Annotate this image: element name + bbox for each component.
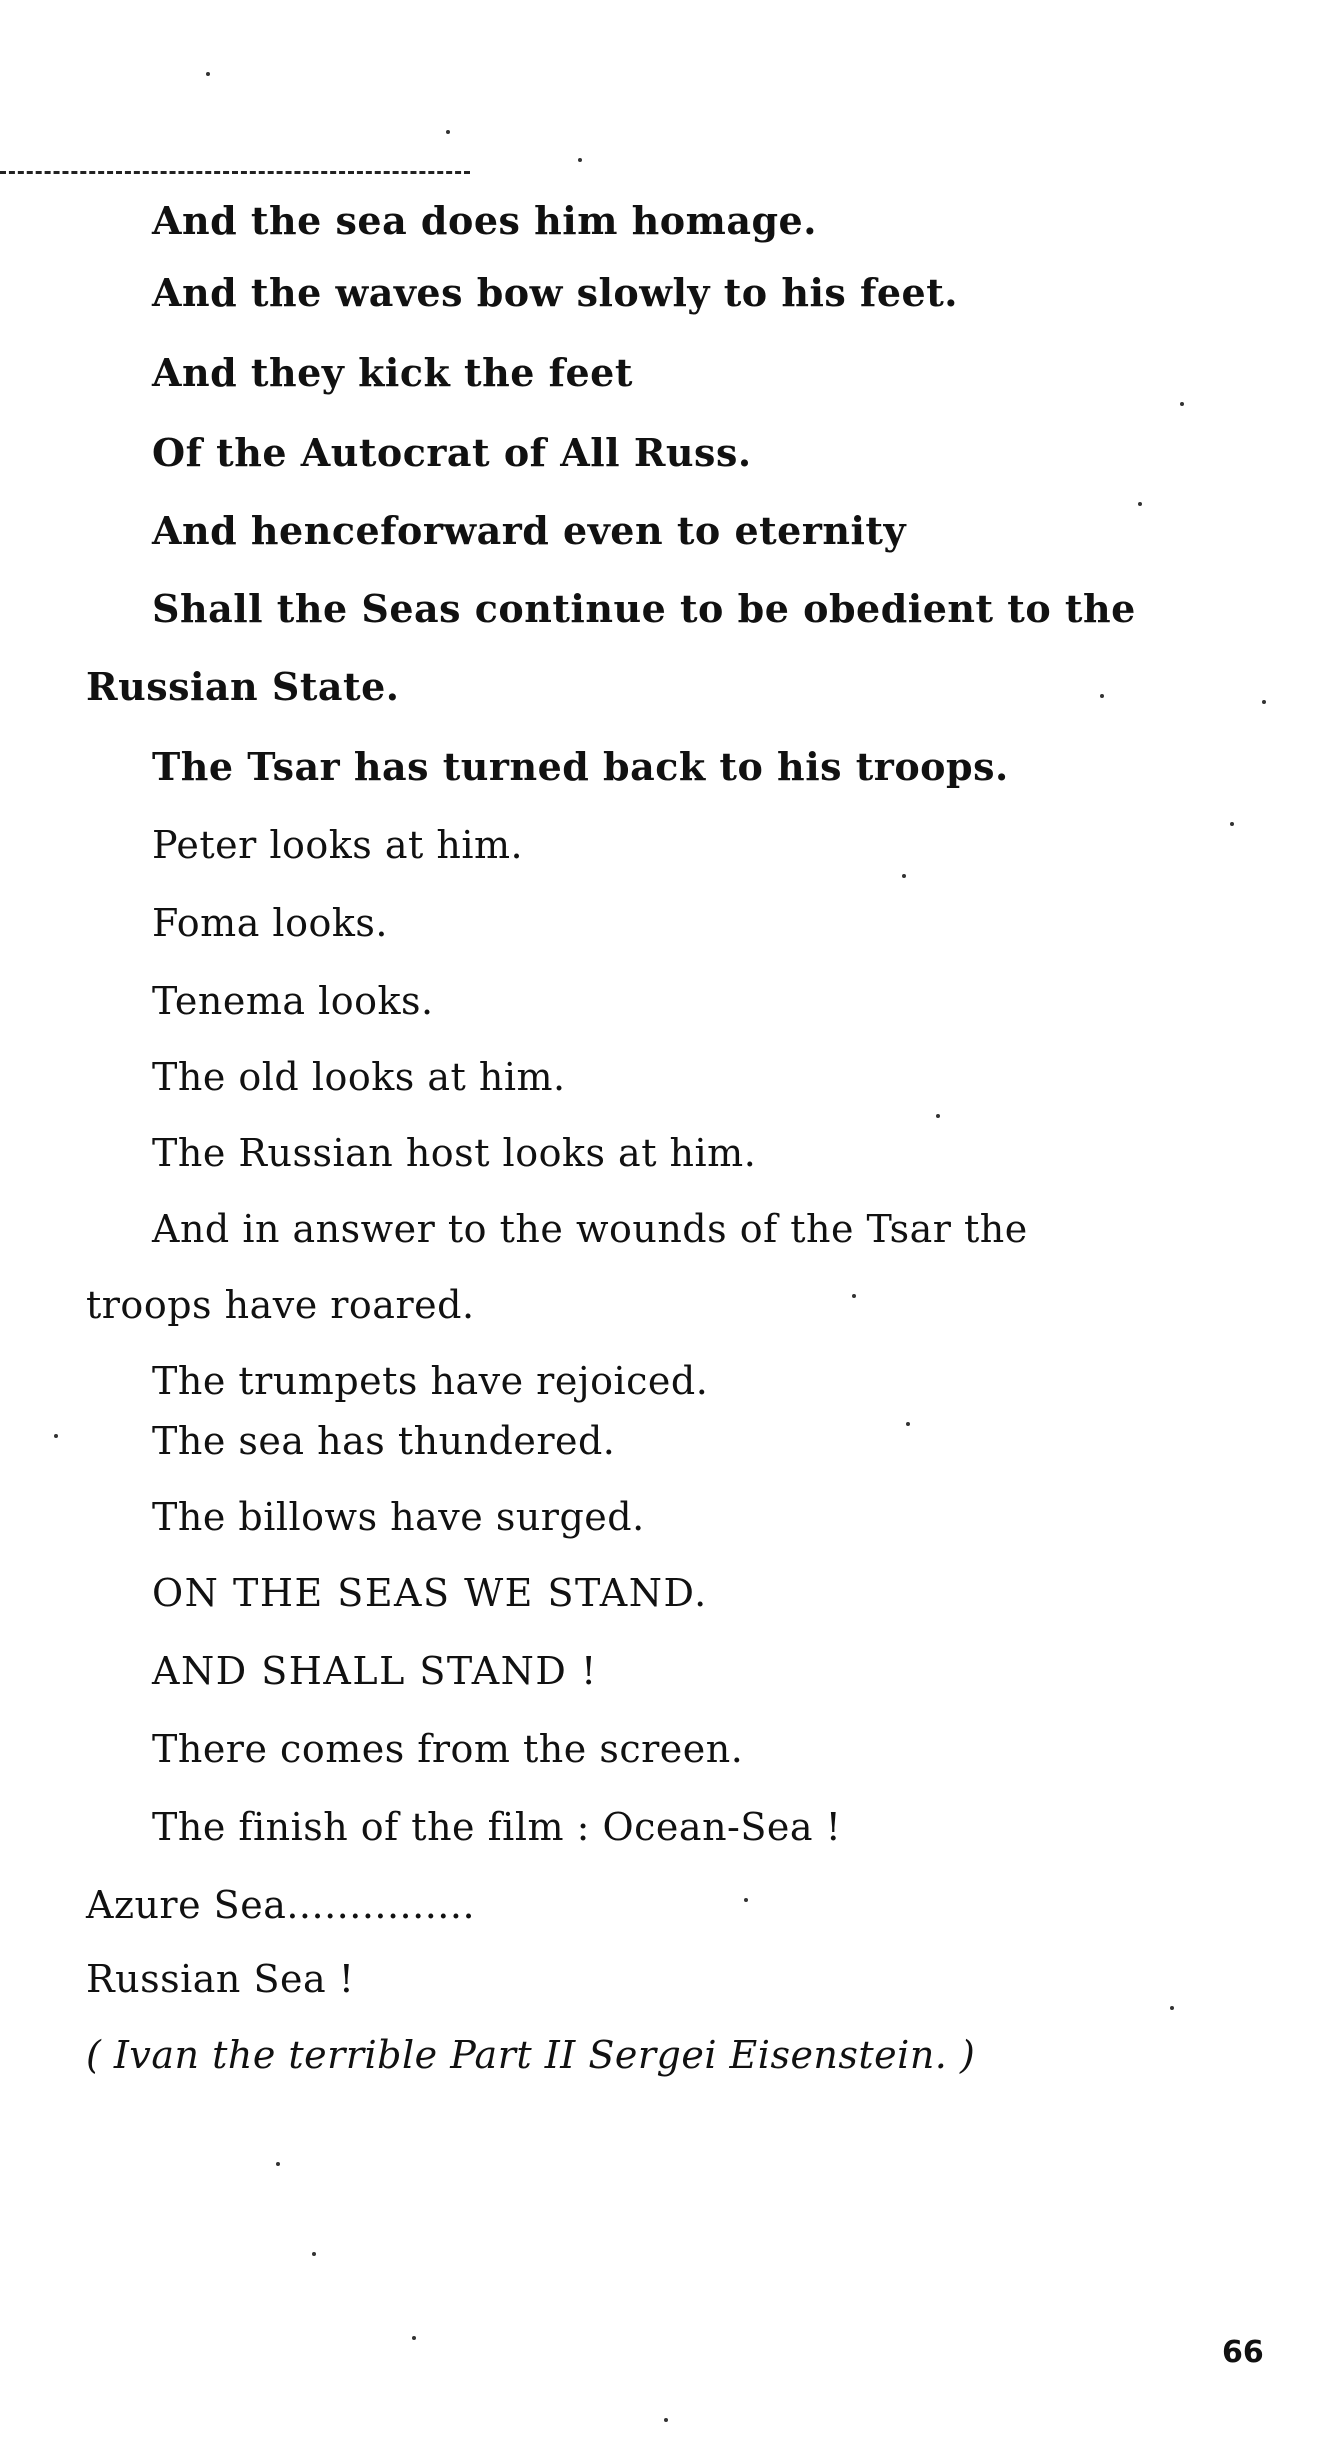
text-line: And the sea does him homage.	[152, 198, 817, 243]
scan-speck	[1230, 822, 1234, 826]
text-line: There comes from the screen.	[152, 1727, 744, 1771]
scan-speck	[412, 2336, 416, 2340]
text-line: The finish of the film : Ocean-Sea !	[152, 1805, 842, 1849]
text-line: And they kick the feet	[152, 350, 633, 395]
text-line: And in answer to the wounds of the Tsar the	[152, 1207, 1028, 1251]
scan-speck	[54, 1434, 58, 1438]
text-line: The sea has thundered.	[152, 1419, 616, 1463]
scan-speck	[852, 1294, 856, 1298]
text-line: The Tsar has turned back to his troops.	[152, 744, 1009, 789]
scan-speck	[1138, 502, 1142, 506]
text-line: Of the Autocrat of All Russ.	[152, 430, 752, 475]
section-divider	[0, 171, 470, 174]
scan-speck	[206, 72, 210, 76]
scan-speck	[276, 2162, 280, 2166]
scan-speck	[1262, 700, 1266, 704]
scan-speck	[312, 2252, 316, 2256]
scan-speck	[1170, 2006, 1174, 2010]
text-line: Shall the Seas continue to be obedient to the	[152, 586, 1136, 631]
text-line: Foma looks.	[152, 901, 388, 945]
text-line: And the waves bow slowly to his feet.	[152, 270, 958, 315]
text-line: ON THE SEAS WE STAND.	[152, 1571, 708, 1615]
scan-speck	[936, 1114, 940, 1118]
text-line: Russian Sea !	[86, 1957, 355, 2001]
scan-speck	[744, 1898, 748, 1902]
text-line: Azure Sea...............	[86, 1883, 476, 1927]
citation-line: ( Ivan the terrible Part II Sergei Eisenstein. )	[86, 2033, 976, 2077]
text-line: The Russian host looks at him.	[152, 1131, 757, 1175]
scan-speck	[1100, 694, 1104, 698]
scan-speck	[664, 2418, 668, 2422]
scan-speck	[1180, 402, 1184, 406]
text-line: troops have roared.	[86, 1283, 475, 1327]
page-number: 66	[1222, 2335, 1264, 2370]
text-line: And henceforward even to eternity	[152, 508, 907, 553]
text-line: Peter looks at him.	[152, 823, 524, 867]
text-line: AND SHALL STAND !	[152, 1649, 598, 1693]
text-line: Russian State.	[86, 664, 400, 709]
text-line: The billows have surged.	[152, 1495, 645, 1539]
text-line: Tenema looks.	[152, 979, 434, 1023]
text-line: The trumpets have rejoiced.	[152, 1359, 709, 1403]
scan-speck	[578, 158, 582, 162]
scan-speck	[902, 874, 906, 878]
scan-speck	[446, 130, 450, 134]
scan-speck	[906, 1422, 910, 1426]
text-line: The old looks at him.	[152, 1055, 566, 1099]
